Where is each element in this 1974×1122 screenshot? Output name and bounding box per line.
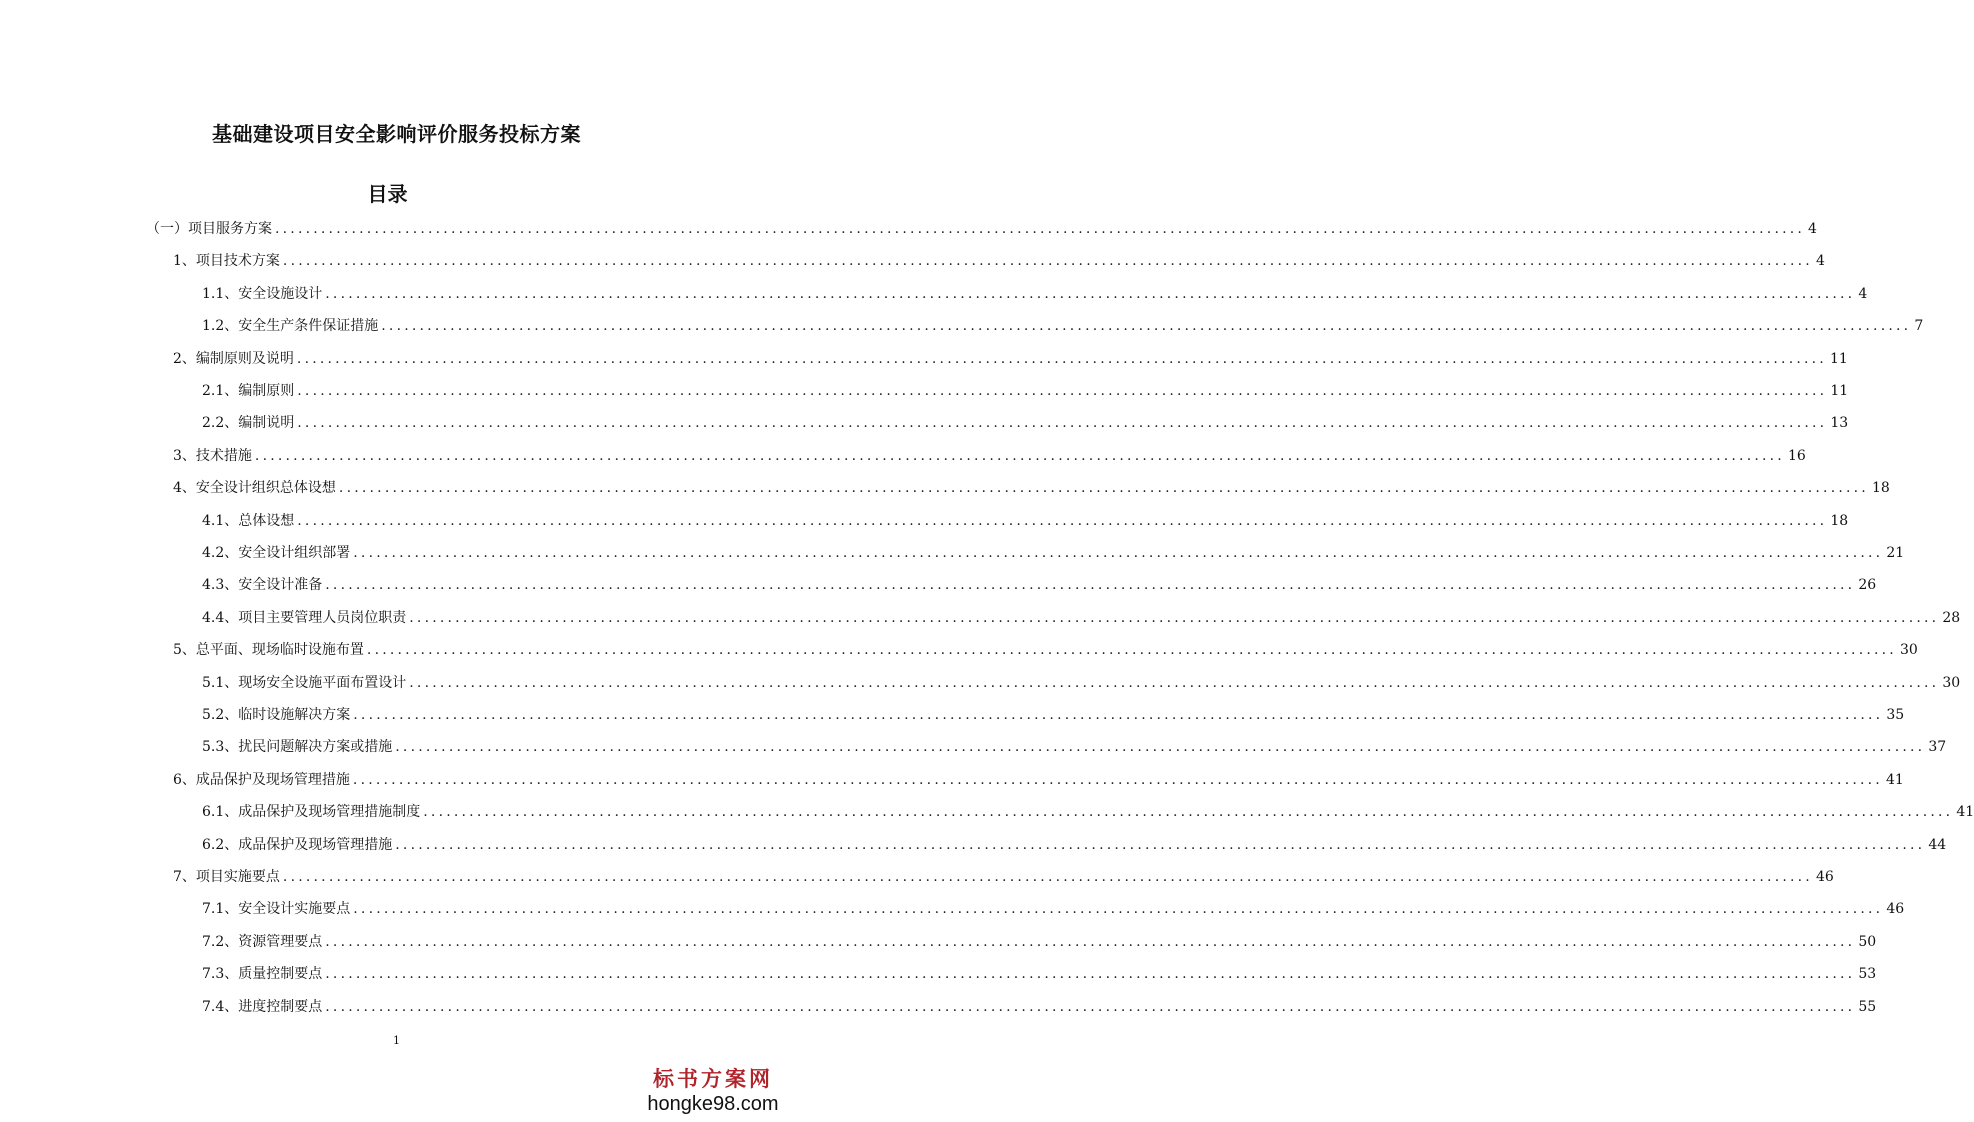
toc-dot-leader: ........................................................................................................................................................................................................ [254, 447, 1785, 464]
toc-entry-page: 4 [1858, 285, 1868, 302]
toc-entry-page: 4 [1808, 221, 1817, 237]
toc-entry-page: 4 [1815, 253, 1825, 270]
toc-dot-leader: ........................................................................................................................................................................................................ [297, 512, 1828, 529]
toc-entry-number: 1.2、 [202, 318, 239, 335]
toc-entry-page: 50 [1858, 933, 1877, 950]
toc-entry-number: 7.4、 [202, 998, 239, 1015]
toc-entry-page: 46 [1886, 901, 1905, 918]
toc-entry-label: 安全设计组织总体设想 [195, 480, 336, 497]
toc-dot-leader: ........................................................................................................................................................................................................ [282, 869, 1813, 885]
toc-entry-page: 44 [1928, 836, 1947, 853]
toc-entry-label: 成品保护及现场管理措施制度 [238, 804, 421, 821]
toc-entry-label: 进度控制要点 [238, 998, 323, 1015]
toc-entry-page: 30 [1899, 642, 1918, 659]
toc-entry-label: 安全设施设计 [238, 285, 323, 302]
toc-entry-number: 5.3、 [202, 739, 239, 756]
toc-entry-number: 7.2、 [202, 933, 239, 950]
toc-entry-number: 7.3、 [202, 966, 239, 983]
toc-entry-label: 安全生产条件保证措施 [238, 318, 379, 335]
toc-entry-label: 总平面、现场临时设施布置 [195, 642, 364, 659]
toc-entry-number: 2、 [173, 350, 196, 367]
toc-entry[interactable] [173, 445, 1806, 467]
toc-entry[interactable] [202, 412, 1849, 434]
toc-entry[interactable] [173, 769, 1904, 791]
toc-dot-leader: ........................................................................................................................................................................................................ [423, 804, 1954, 821]
toc-entry-number: 1.1、 [202, 285, 239, 302]
toc-heading: 目录 [367, 182, 408, 206]
toc-entry-page: 16 [1787, 447, 1806, 464]
toc-entry-number: 2.2、 [202, 415, 239, 432]
toc-dot-leader: ........................................................................................................................................................................................................ [282, 253, 1813, 270]
toc-entry[interactable] [202, 542, 1905, 564]
toc-entry[interactable] [202, 574, 1877, 596]
toc-entry-page: 41 [1885, 771, 1904, 788]
toc-dot-leader: ........................................................................................................................................................................................................ [353, 707, 1884, 723]
toc-entry-number: 2.1、 [202, 383, 239, 399]
toc-dot-leader: ........................................................................................................................................................................................................ [325, 285, 1856, 302]
toc-entry-page: 21 [1886, 545, 1905, 561]
toc-entry[interactable] [202, 834, 1947, 856]
toc-entry-label: 项目主要管理人员岗位职责 [238, 609, 407, 626]
toc-entry-label: 编制说明 [238, 415, 295, 432]
toc-dot-leader: ........................................................................................................................................................................................................ [297, 415, 1828, 432]
toc-entry-number: 6.2、 [202, 836, 239, 853]
toc-entry-number: 6.1、 [202, 804, 239, 821]
toc-dot-leader: ........................................................................................................................................................................................................ [325, 998, 1856, 1015]
toc-entry-number: 5.1、 [202, 674, 239, 691]
toc-entry-number: （一） [146, 221, 188, 237]
toc-entry[interactable] [173, 639, 1918, 661]
toc-entry[interactable] [202, 963, 1877, 985]
toc-entry-number: 4.4、 [202, 609, 239, 626]
toc-entry[interactable] [202, 672, 1961, 694]
toc-entry[interactable] [202, 607, 1961, 629]
toc-entry-number: 1、 [173, 253, 196, 270]
toc-dot-leader: ........................................................................................................................................................................................................ [325, 933, 1856, 950]
toc-entry-page: 55 [1858, 998, 1877, 1015]
toc-entry-page: 28 [1942, 609, 1961, 626]
toc-dot-leader: ........................................................................................................................................................................................................ [325, 966, 1856, 983]
toc-entry-label: 成品保护及现场管理措施 [195, 771, 350, 788]
toc-dot-leader: ........................................................................................................................................................................................................ [352, 771, 1883, 788]
toc-entry[interactable] [146, 218, 1817, 240]
toc-entry[interactable] [202, 380, 1849, 402]
toc-entry[interactable] [202, 801, 1974, 823]
toc-dot-leader: ........................................................................................................................................................................................................ [395, 836, 1926, 853]
toc-entry-number: 3、 [173, 447, 196, 464]
toc-entry[interactable] [202, 283, 1868, 305]
toc-entry-number: 5.2、 [202, 707, 239, 723]
watermark-logo [643, 1063, 783, 1116]
toc-entry-label: 成品保护及现场管理措施 [238, 836, 393, 853]
toc-entry-number: 4.1、 [202, 512, 239, 529]
toc-entry[interactable] [202, 898, 1905, 920]
toc-entry-label: 质量控制要点 [238, 966, 323, 983]
toc-dot-leader: ........................................................................................................................................................................................................ [325, 577, 1856, 594]
toc-dot-leader: ........................................................................................................................................................................................................ [353, 901, 1884, 918]
toc-entry-page: 46 [1815, 869, 1834, 885]
page-number: 1 [393, 1034, 400, 1047]
toc-entry[interactable] [173, 477, 1890, 499]
toc-entry-page: 41 [1956, 804, 1974, 821]
toc-entry[interactable] [202, 510, 1849, 532]
toc-dot-leader: ........................................................................................................................................................................................................ [353, 545, 1884, 561]
toc-entry-label: 编制原则 [238, 383, 295, 399]
toc-entry-page: 18 [1871, 480, 1890, 497]
watermark-name: 标书方案网 [653, 1066, 773, 1091]
toc-entry[interactable] [173, 866, 1834, 888]
toc-entry[interactable] [202, 931, 1877, 953]
toc-dot-leader: ........................................................................................................................................................................................................ [275, 221, 1806, 237]
toc-entry-label: 技术措施 [195, 447, 252, 464]
toc-dot-leader: ........................................................................................................................................................................................................ [297, 383, 1828, 399]
toc-entry[interactable] [202, 996, 1877, 1018]
toc-entry-page: 37 [1928, 739, 1947, 756]
toc-entry-label: 总体设想 [238, 512, 295, 529]
toc-entry-number: 7.1、 [202, 901, 239, 918]
toc-dot-leader: ........................................................................................................................................................................................................ [366, 642, 1897, 659]
toc-entry-number: 4.3、 [202, 577, 239, 594]
toc-entry-label: 现场安全设施平面布置设计 [238, 674, 407, 691]
toc-dot-leader: ........................................................................................................................................................................................................ [381, 318, 1912, 335]
toc-dot-leader: ........................................................................................................................................................................................................ [296, 350, 1827, 367]
toc-entry-label: 临时设施解决方案 [238, 707, 351, 723]
toc-dot-leader: ........................................................................................................................................................................................................ [338, 480, 1869, 497]
toc-entry-label: 扰民问题解决方案或措施 [238, 739, 393, 756]
toc-entry-page: 30 [1942, 674, 1961, 691]
toc-entry[interactable] [202, 315, 1924, 337]
toc-entry-label: 项目技术方案 [195, 253, 280, 270]
document-title: 基础建设项目安全影响评价服务投标方案 [212, 122, 581, 146]
toc-entry-label: 安全设计准备 [238, 577, 323, 594]
toc-entry-label: 项目实施要点 [195, 869, 280, 885]
toc-entry-label: 安全设计组织部署 [238, 545, 351, 561]
toc-entry-page: 35 [1886, 707, 1905, 723]
toc-dot-leader: ........................................................................................................................................................................................................ [409, 609, 1940, 626]
toc-entry-number: 4.2、 [202, 545, 239, 561]
toc-entry[interactable] [173, 348, 1848, 370]
toc-entry-label: 资源管理要点 [238, 933, 323, 950]
toc-entry-label: 编制原则及说明 [195, 350, 294, 367]
toc-entry-page: 11 [1830, 383, 1849, 399]
toc-entry-page: 13 [1830, 415, 1849, 432]
toc-entry-page: 18 [1830, 512, 1849, 529]
toc-entry[interactable] [173, 250, 1825, 272]
toc-dot-leader: ........................................................................................................................................................................................................ [395, 739, 1926, 756]
toc-entry[interactable] [202, 704, 1905, 726]
toc-entry-page: 53 [1858, 966, 1877, 983]
toc-entry-label: 项目服务方案 [188, 221, 272, 237]
toc-entry-number: 5、 [173, 642, 196, 659]
toc-dot-leader: ........................................................................................................................................................................................................ [409, 674, 1940, 691]
toc-entry-page: 7 [1914, 318, 1924, 335]
toc-entry-number: 7、 [173, 869, 196, 885]
toc-entry-number: 4、 [173, 480, 196, 497]
toc-entry-page: 26 [1858, 577, 1877, 594]
toc-entry-page: 11 [1829, 350, 1848, 367]
toc-entry-number: 6、 [173, 771, 196, 788]
toc-entry-label: 安全设计实施要点 [238, 901, 351, 918]
watermark-url: hongke98.com [647, 1093, 779, 1115]
toc-entry[interactable] [202, 736, 1947, 758]
